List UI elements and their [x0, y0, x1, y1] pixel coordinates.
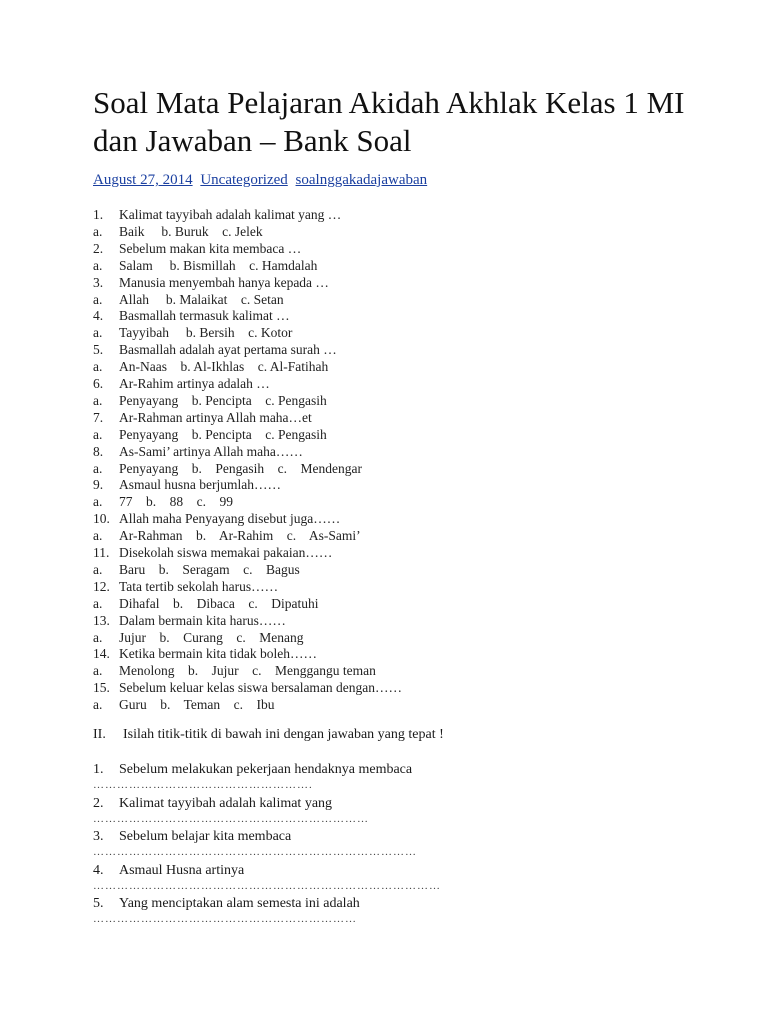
item-text: Manusia menyembah hanya kepada …	[119, 274, 329, 290]
question-item	[93, 646, 317, 662]
item-number: 3.	[93, 274, 104, 290]
item-text: Dihafal b. Dibaca c. Dipatuhi	[119, 595, 319, 611]
item-number: a.	[93, 561, 103, 577]
answer-blank: ……………………………………………………………………………	[93, 879, 441, 892]
section-heading	[93, 726, 444, 743]
item-number: a.	[93, 392, 103, 408]
question-item	[93, 207, 341, 223]
answer-options	[93, 258, 317, 274]
item-number: 12.	[93, 578, 110, 594]
item-text: Disekolah siswa memakai pakaian……	[119, 545, 333, 560]
item-number: 14.	[93, 646, 110, 662]
item-text: Penyayang b. Pengasih c. Mendengar	[119, 460, 362, 476]
item-number: 1.	[93, 207, 104, 222]
item-text: Sebelum keluar kelas siswa bersalaman dengan……	[119, 680, 403, 696]
item-text: Dalam bermain kita harus……	[119, 612, 286, 628]
answer-options	[93, 697, 275, 713]
item-number: 7.	[93, 409, 104, 425]
item-number: a.	[93, 223, 103, 239]
item-text: Ar-Rahim artinya adalah …	[119, 376, 270, 391]
item-number: a.	[93, 629, 103, 645]
answer-options	[93, 427, 327, 443]
item-text: Allah b. Malaikat c. Setan	[119, 291, 284, 307]
item-number: 4.	[93, 862, 104, 878]
fill-in-question	[93, 761, 412, 778]
fill-in-question	[93, 795, 332, 812]
item-number: 15.	[93, 680, 110, 696]
answer-blank: ………………………………………………………………………	[93, 846, 417, 858]
item-text: Baru b. Seragam c. Bagus	[119, 561, 300, 577]
item-text: Ketika bermain kita tidak boleh……	[119, 646, 317, 662]
fill-in-question	[93, 862, 244, 879]
item-number: 6.	[93, 376, 104, 391]
post-date-link[interactable]: August 27, 2014	[93, 172, 193, 188]
post-meta	[93, 171, 431, 189]
item-number: 2.	[93, 795, 104, 811]
answer-blank: ……………………………………………….	[93, 779, 313, 791]
question-item	[93, 308, 290, 324]
item-text: Yang menciptakan alam semesta ini adalah	[119, 896, 360, 911]
item-text: Penyayang b. Pencipta c. Pengasih	[119, 426, 327, 442]
answer-options	[93, 359, 328, 375]
question-item	[93, 376, 270, 392]
answer-options	[93, 224, 263, 240]
item-text: Tayyibah b. Bersih c. Kotor	[119, 325, 293, 341]
question-item	[93, 444, 303, 460]
item-text: Kalimat tayyibah adalah kalimat yang …	[119, 207, 342, 222]
answer-options	[93, 562, 300, 578]
fill-in-question	[93, 895, 360, 912]
item-text: Sebelum melakukan pekerjaan hendaknya membaca	[119, 762, 413, 777]
category-link[interactable]: Uncategorized	[200, 172, 288, 188]
question-item	[93, 545, 332, 561]
item-number: a.	[93, 359, 103, 375]
item-number: a.	[93, 595, 103, 611]
item-text: Penyayang b. Pencipta c. Pengasih	[119, 392, 327, 408]
item-number: a.	[93, 426, 103, 442]
item-number: 2.	[93, 240, 104, 256]
item-number: 11.	[93, 545, 110, 560]
section-number: II.	[93, 727, 106, 742]
item-number: a.	[93, 663, 103, 679]
item-text: As-Sami’ artinya Allah maha……	[119, 443, 303, 459]
item-number: 1.	[93, 762, 104, 777]
item-text: Guru b. Teman c. Ibu	[119, 697, 275, 713]
item-text: Jujur b. Curang c. Menang	[119, 629, 304, 645]
item-text: Allah maha Penyayang disebut juga……	[119, 511, 341, 527]
item-text: Basmallah adalah ayat pertama surah …	[119, 342, 337, 358]
item-number: 9.	[93, 477, 104, 493]
item-text: 77 b. 88 c. 99	[119, 494, 233, 510]
item-number: a.	[93, 257, 103, 273]
question-item	[93, 579, 278, 595]
item-number: a.	[93, 291, 103, 307]
answer-options	[93, 461, 362, 477]
question-item	[93, 410, 312, 426]
item-text: Asmaul husna berjumlah……	[119, 477, 281, 493]
item-number: 8.	[93, 443, 104, 459]
page-title: Soal Mata Pelajaran Akidah Akhlak Kelas 1 MI dan Jawaban – Bank Soal	[93, 85, 685, 158]
answer-options	[93, 596, 318, 612]
tag-link[interactable]: soalnggakadajawaban	[295, 172, 428, 188]
item-text: An-Naas b. Al-Ikhlas c. Al-Fatihah	[119, 359, 329, 375]
answer-options	[93, 630, 303, 646]
item-text: Kalimat tayyibah adalah kalimat yang	[119, 795, 333, 811]
question-item	[93, 680, 402, 696]
question-item	[93, 342, 337, 358]
item-text: Menolong b. Jujur c. Menggangu teman	[119, 663, 376, 679]
item-text: Baik b. Buruk c. Jelek	[119, 223, 263, 239]
item-text: Sebelum belajar kita membaca	[119, 829, 292, 844]
answer-options	[93, 393, 327, 409]
question-item	[93, 275, 329, 291]
item-number: 5.	[93, 342, 104, 358]
item-text: Basmallah termasuk kalimat …	[119, 308, 290, 324]
item-text: Asmaul Husna artinya	[119, 862, 245, 878]
item-number: a.	[93, 697, 103, 713]
answer-options	[93, 528, 361, 544]
item-text: Ar-Rahman artinya Allah maha…et	[119, 409, 312, 425]
item-text: Sebelum makan kita membaca …	[119, 240, 302, 256]
answer-options	[93, 663, 376, 679]
question-item	[93, 477, 281, 493]
item-number: a.	[93, 528, 103, 544]
item-number: a.	[93, 494, 103, 510]
item-number: 4.	[93, 308, 104, 324]
answer-blank: …………………………………………………………	[93, 913, 357, 925]
answer-options	[93, 292, 284, 308]
item-number: a.	[93, 460, 103, 476]
item-number: 13.	[93, 612, 110, 628]
answer-options	[93, 494, 233, 510]
section-instruction: Isilah titik-titik di bawah ini dengan jawaban yang tepat !	[123, 727, 444, 742]
item-text: Tata tertib sekolah harus……	[119, 578, 279, 594]
item-number: a.	[93, 325, 103, 341]
answer-blank: ……………………………………………………………	[93, 812, 369, 825]
item-number: 10.	[93, 511, 110, 527]
item-text: Ar-Rahman b. Ar-Rahim c. As-Sami’	[119, 528, 361, 544]
item-text: Salam b. Bismillah c. Hamdalah	[119, 257, 318, 273]
fill-in-question	[93, 828, 291, 845]
question-item	[93, 511, 340, 527]
question-item	[93, 241, 301, 257]
item-number: 3.	[93, 829, 104, 844]
question-item	[93, 613, 286, 629]
item-number: 5.	[93, 896, 104, 911]
answer-options	[93, 325, 292, 341]
